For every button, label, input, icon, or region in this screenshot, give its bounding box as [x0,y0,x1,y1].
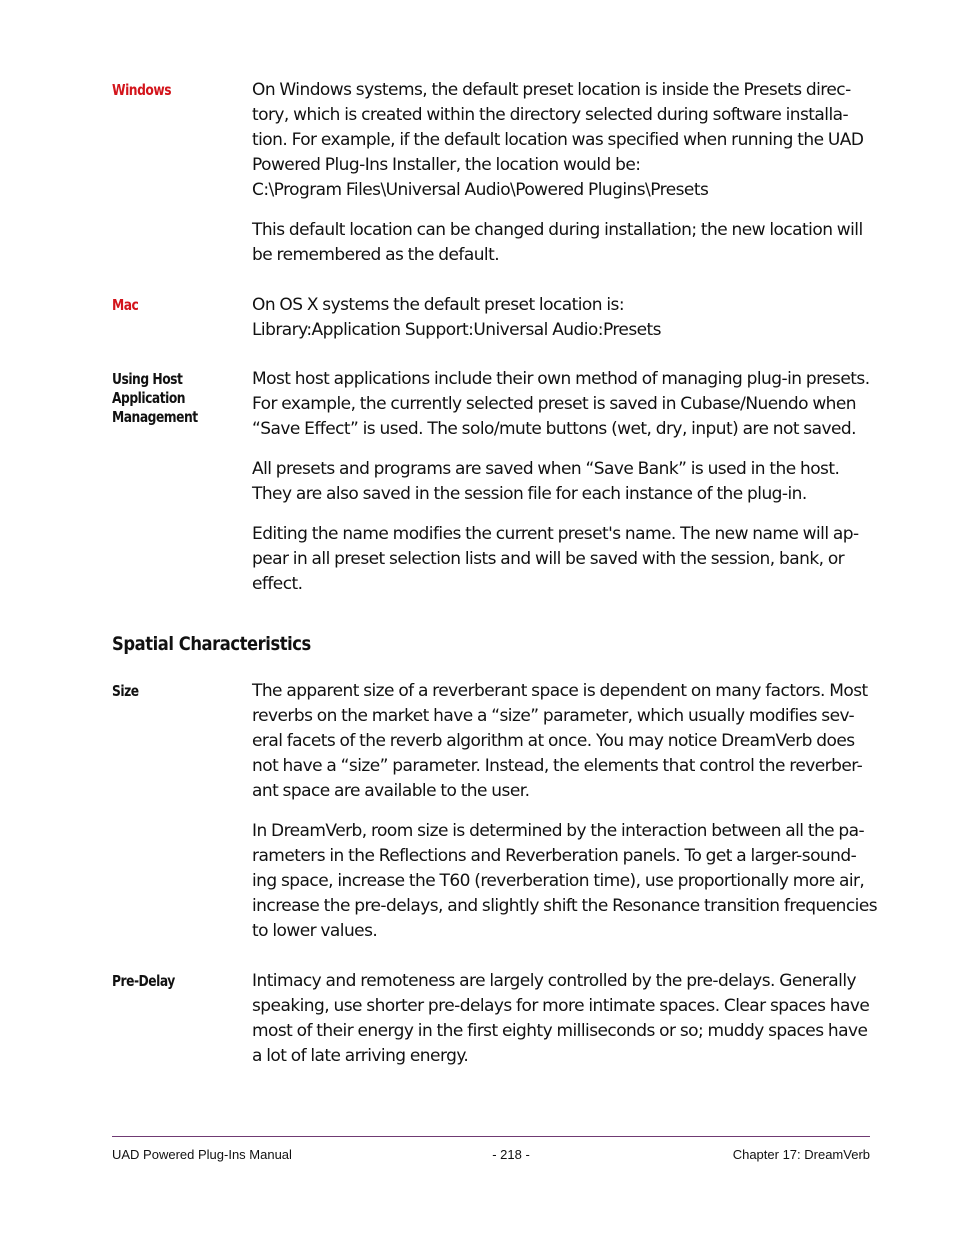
paragraph [252,457,870,507]
text-line: most of their energy in the first eighty milliseconds or so; muddy spaces have [252,1021,868,1041]
text-line: On Windows systems, the default preset location is inside the Presets direc- [252,80,851,100]
text-line: “Save Effect” is used. The solo/mute buttons (wet, dry, input) are not saved. [252,419,856,439]
paragraph [252,679,870,804]
text-line: not have a “size” parameter. Instead, the elements that control the reverber- [252,756,863,776]
section-body-windows [252,78,870,268]
text-line: The apparent size of a reverberant space is dependent on many factors. Most [252,681,868,701]
text-line: tory, which is created within the directory selected during software installa- [252,105,849,125]
text-line: to lower values. [252,921,378,941]
section-body-host-management [252,367,870,597]
section-body-pre-delay [252,969,870,1069]
text-line: This default location can be changed during installation; the new location will [252,220,863,240]
text-line: speaking, use shorter pre-delays for more intimate spaces. Clear spaces have [252,996,870,1016]
text-line: On OS X systems the default preset location is: [252,295,624,315]
text-line: ing space, increase the T60 (reverberation time), use proportionally more air, [252,871,865,891]
text-line: increase the pre-delays, and slightly shift the Resonance transition frequencies [252,896,878,916]
paragraph [252,367,870,442]
section-label-windows: Windows [112,81,172,99]
paragraph [252,819,878,944]
text-line: Library:Application Support:Universal Audio:Presets [252,320,661,340]
text-line: For example, the currently selected preset is saved in Cubase/Nuendo when [252,394,857,414]
text-line: be remembered as the default. [252,245,500,265]
text-line: C:\Program Files\Universal Audio\Powered Plugins\Presets [252,180,709,200]
text-line: eral facets of the reverb algorithm at once. You may notice DreamVerb does [252,731,855,751]
label-line: Using Host [112,370,183,388]
footer-chapter: Chapter 17: DreamVerb [732,1147,870,1162]
section-label-host-management [112,370,215,427]
text-line: ant space are available to the user. [252,781,530,801]
text-line: effect. [252,574,303,594]
footer-manual-title: UAD Powered Plug-Ins Manual [112,1147,292,1162]
paragraph [252,293,870,343]
label-line: Application [112,389,186,407]
text-line: tion. For example, if the default location was specified when running the UAD [252,130,864,150]
footer-rule [112,1136,870,1137]
paragraph [252,522,870,597]
text-line: a lot of late arriving energy. [252,1046,469,1066]
text-line: Most host applications include their own method of managing plug-in presets. [252,369,870,389]
section-heading: Spatial Characteristics [112,633,311,655]
text-line: Powered Plug-Ins Installer, the location would be: [252,155,641,175]
text-line: reverbs on the market have a “size” parameter, which usually modifies sev- [252,706,855,726]
text-line: Editing the name modifies the current preset's name. The new name will ap- [252,524,859,544]
label-line: Management [112,408,198,426]
paragraph [252,218,870,268]
text-line: pear in all preset selection lists and will be saved with the session, bank, or [252,549,845,569]
text-line: Intimacy and remoteness are largely controlled by the pre-delays. Generally [252,971,857,991]
paragraph [252,969,870,1069]
text-line: All presets and programs are saved when “Save Bank” is used in the host. [252,459,840,479]
section-label-pre-delay: Pre-Delay [112,972,175,990]
section-label-mac: Mac [112,296,139,314]
text-line: In DreamVerb, room size is determined by the interaction between all the pa- [252,821,865,841]
paragraph [252,78,870,203]
section-label-size: Size [112,682,139,700]
text-line: They are also saved in the session file for each instance of the plug-in. [252,484,807,504]
footer-page-number: - 218 - [492,1147,530,1162]
section-body-mac [252,293,870,343]
section-body-size [252,679,878,944]
text-line: rameters in the Reflections and Reverberation panels. To get a larger-sound- [252,846,857,866]
